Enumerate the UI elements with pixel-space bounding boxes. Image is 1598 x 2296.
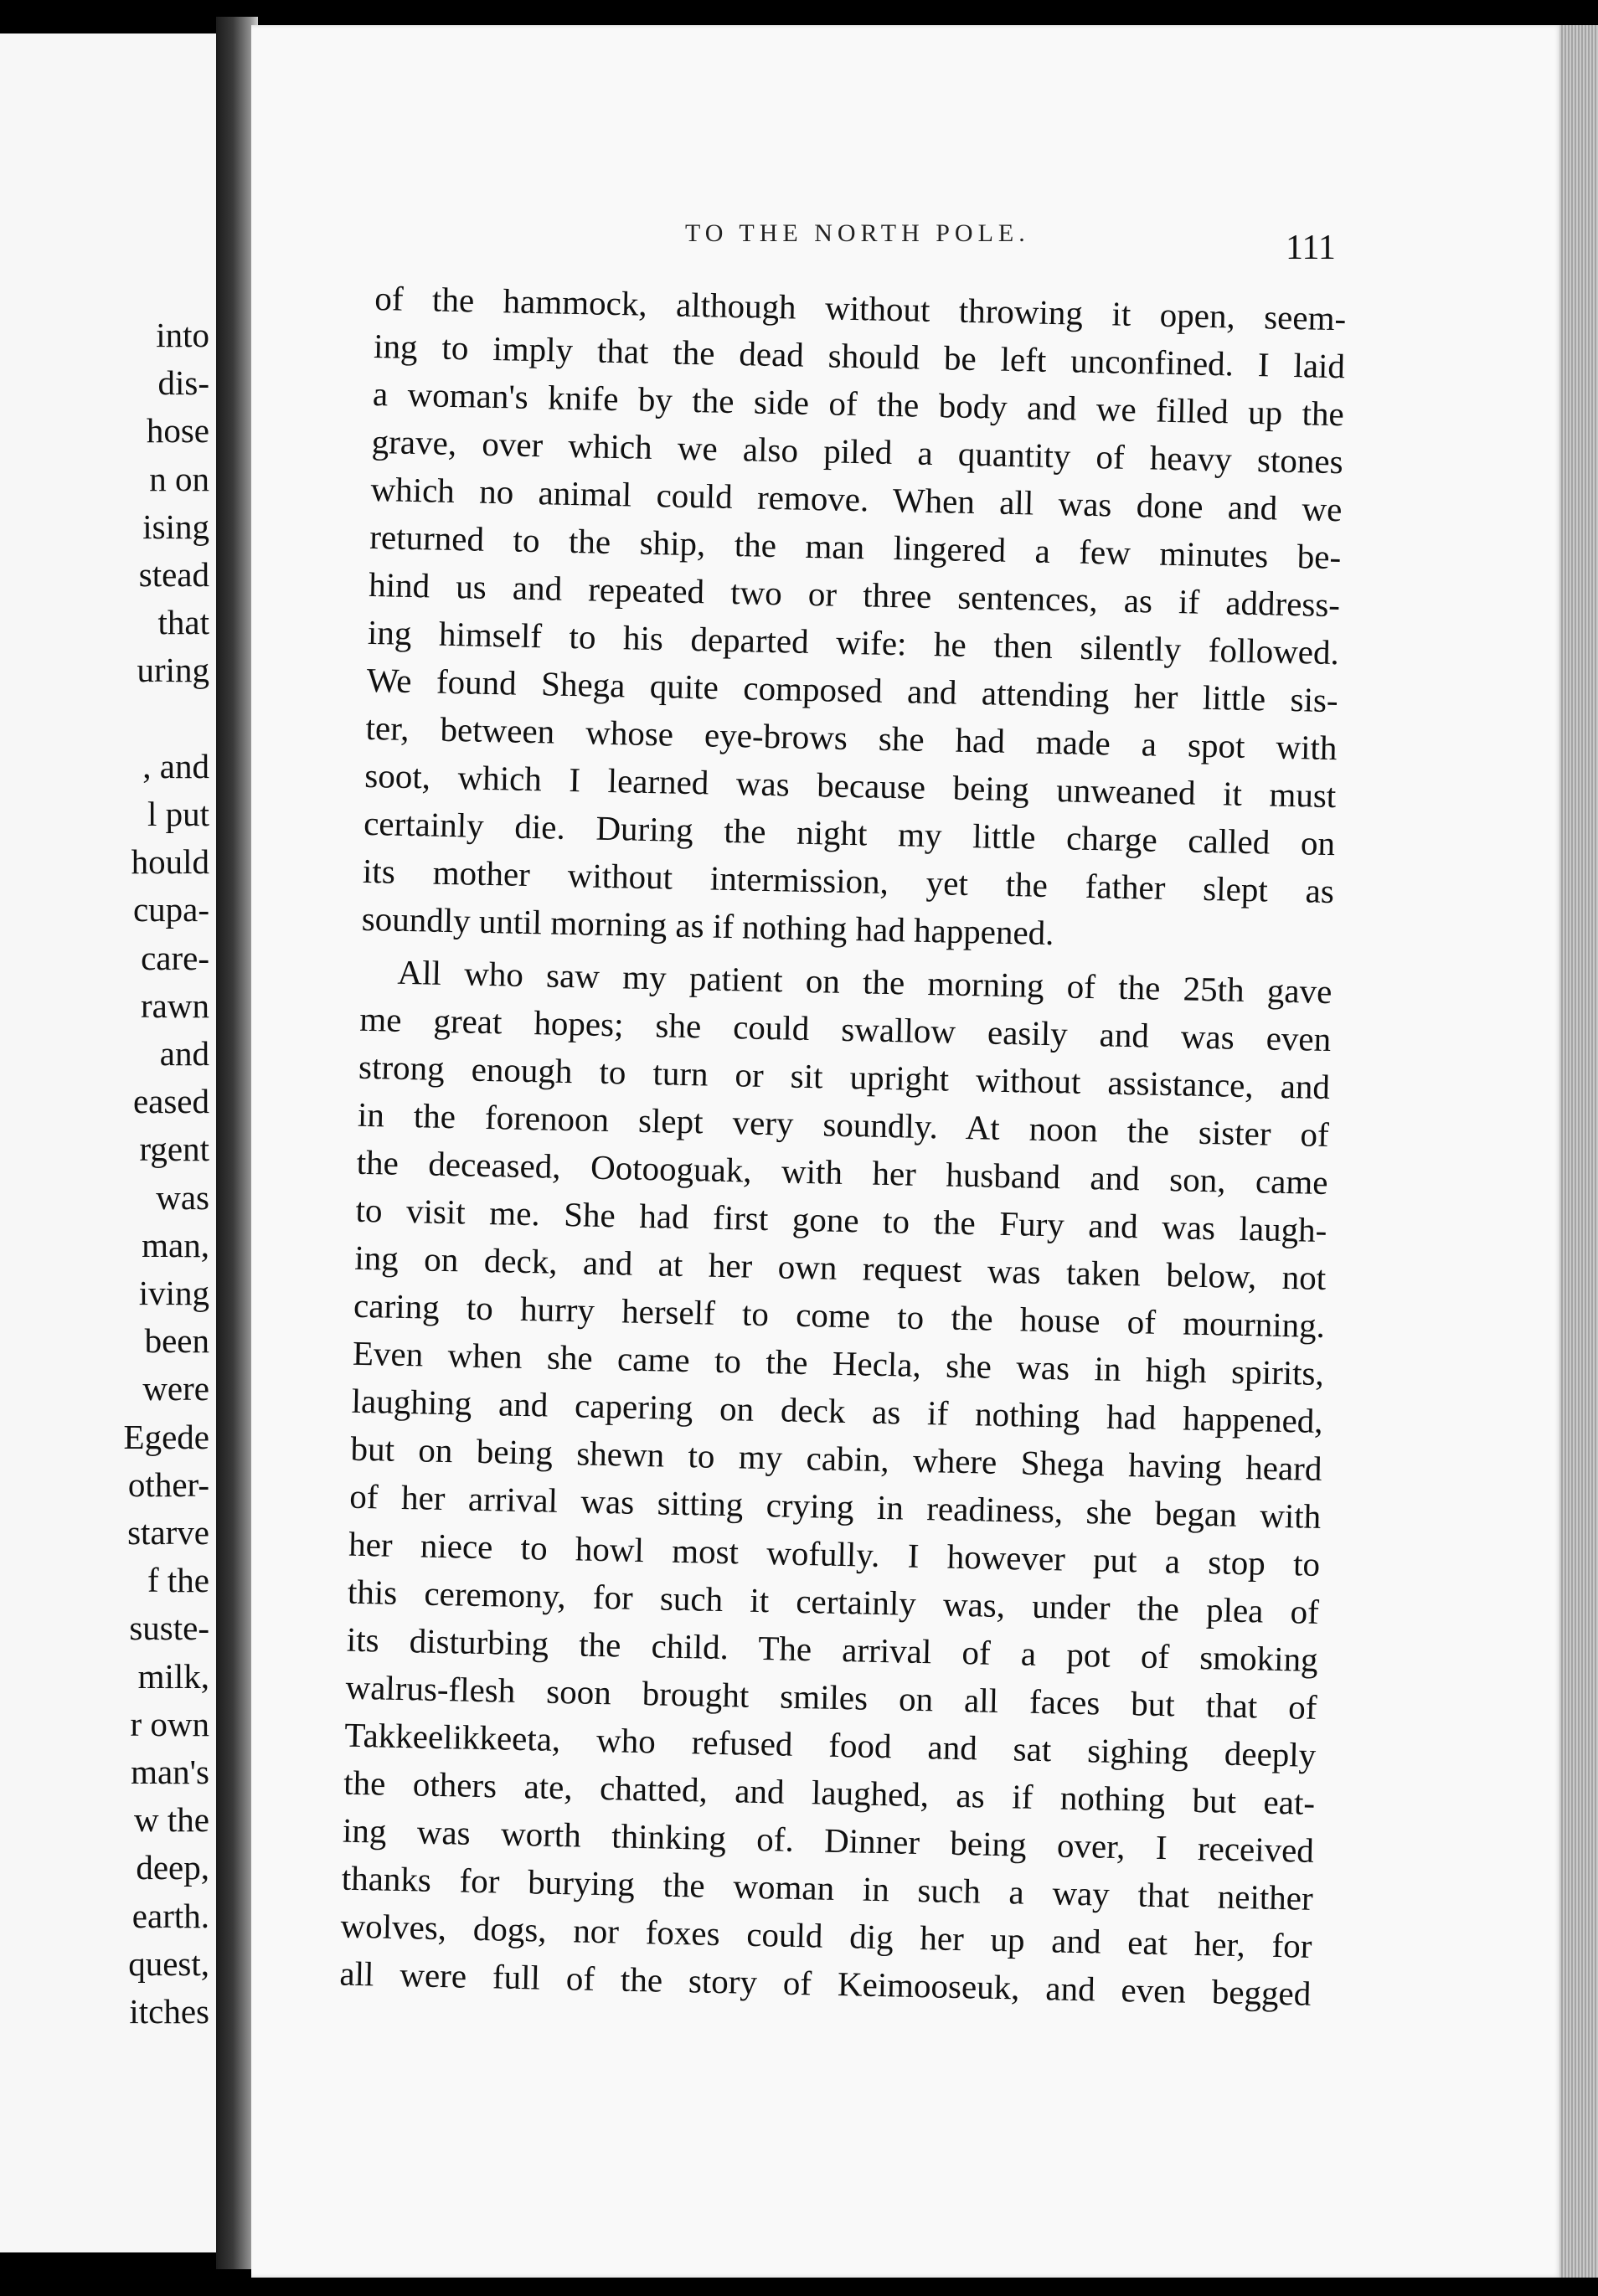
left-page-line: hose <box>146 411 209 450</box>
text-line: We found Shega quite composed and attending her little sis- <box>366 660 1339 720</box>
left-page-line: and <box>159 1034 209 1073</box>
text-line: its mother without intermission, yet the father slept as <box>362 851 1335 911</box>
left-page-line: , and <box>142 746 209 785</box>
left-page-line: w the <box>134 1800 209 1840</box>
text-line: hind us and repeated two or three sentences, as if address- <box>368 564 1341 625</box>
text-line: walrus-flesh soon brought smiles on all faces but that of <box>345 1667 1317 1727</box>
text-line: this ceremony, for such it certainly was, under the plea of <box>347 1572 1320 1631</box>
left-page-line: iving <box>138 1274 209 1312</box>
paragraph <box>361 275 1346 963</box>
left-page-line: rgent <box>139 1130 209 1169</box>
left-page-line: been <box>144 1321 209 1361</box>
text-line: to visit me. She had first gone to the Fury and was laugh- <box>355 1190 1327 1250</box>
left-page-line: suste- <box>129 1609 209 1648</box>
left-page-line: into <box>156 316 209 354</box>
text-line: of the hammock, although without throwing it open, seem- <box>374 278 1347 338</box>
left-page-line: cupa- <box>132 890 209 929</box>
text-line: All who saw my patient on the morning of the 25th gave <box>397 952 1333 1012</box>
text-line: thanks for burying the woman in such a way that neither <box>341 1858 1314 1918</box>
left-page-line: were <box>142 1369 209 1408</box>
text-line: in the forenoon slept very soundly. At noon the sister of <box>357 1094 1330 1155</box>
text-line: which no animal could remove. When all was done and we <box>370 469 1343 529</box>
text-line: ing to imply that the dead should be left unconfined. I laid <box>373 326 1346 386</box>
left-page-line: l put <box>147 795 209 833</box>
running-head: TO THE NORTH POLE. <box>685 219 1030 247</box>
page-edge-stack <box>1559 25 1598 2278</box>
text-line: the others ate, chatted, and laughed, as if nothing but eat- <box>343 1763 1316 1822</box>
text-line: laughing and capering on deck as if nothing had happened, <box>351 1381 1324 1440</box>
left-page-line: rawn <box>141 986 209 1025</box>
text-line: soot, which I learned was because being unweaned it must <box>363 755 1337 816</box>
text-line: ter, between whose eye-brows she had made a spot with <box>365 708 1338 768</box>
paragraph <box>339 948 1333 2018</box>
left-page-line: man, <box>142 1225 209 1264</box>
left-page-line: uring <box>137 651 209 690</box>
left-page-line: deep, <box>136 1848 209 1887</box>
text-line: returned to the ship, the man lingered a few minutes be- <box>369 517 1342 577</box>
text-line: a woman's knife by the side of the body and we filled up the <box>372 373 1345 434</box>
text-line: grave, over which we also piled a quantity of heavy stones <box>371 421 1344 481</box>
text-line: ing was worth thinking of. Dinner being over, I received <box>342 1810 1315 1870</box>
body-text <box>339 275 1347 2018</box>
left-page-line: that <box>157 603 209 642</box>
left-page-line: starve <box>127 1513 209 1552</box>
previous-page-fragment <box>0 33 216 2252</box>
text-line: me great hopes; she could swallow easily and was even <box>358 999 1332 1059</box>
left-page-line: ising <box>142 507 209 546</box>
text-line: Takkeelikkeeta, who refused food and sat sighing deeply <box>343 1715 1317 1774</box>
text-line: the deceased, Ootooguak, with her husband and son, came <box>356 1142 1329 1202</box>
left-page-line: r own <box>130 1704 209 1743</box>
text-line: Even when she came to the Hecla, she was in high spirits, <box>352 1333 1325 1393</box>
text-line: wolves, dogs, nor foxes could dig her up and eat her, for <box>340 1906 1312 1965</box>
text-line: its disturbing the child. The arrival of a pot of smoking <box>346 1619 1319 1679</box>
text-line: her niece to howl most wofully. I however put a stop to <box>348 1524 1321 1583</box>
text-line: ing on deck, and at her own request was taken below, not <box>353 1238 1327 1298</box>
left-page-line: care- <box>141 938 209 977</box>
left-page-line: man's <box>131 1753 209 1791</box>
left-page-line: quest, <box>128 1943 209 1983</box>
text-line: of her arrival was sitting crying in readiness, she began with <box>348 1476 1322 1536</box>
left-page-line: Egede <box>123 1417 209 1456</box>
left-page-line: milk, <box>137 1656 209 1696</box>
text-line: ing himself to his departed wife: he then silently followed. <box>367 612 1340 672</box>
left-page-line: hould <box>131 842 209 882</box>
text-line: all were full of the story of Keimooseuk, and even begged <box>339 1954 1312 2013</box>
left-page-line: was <box>156 1177 209 1217</box>
left-page-line: n on <box>149 459 209 498</box>
left-page-line: dis- <box>157 363 209 403</box>
text-line: caring to hurry herself to come to the house of mourning. <box>353 1285 1326 1346</box>
left-page-line: f the <box>147 1561 209 1600</box>
page-number: 111 <box>1286 229 1336 267</box>
left-page-line: eased <box>132 1082 209 1121</box>
left-page-line: itches <box>129 1992 209 2031</box>
left-page-line: earth. <box>131 1896 209 1935</box>
text-line: strong enough to turn or sit upright without assistance, and <box>358 1047 1331 1107</box>
text-line: certainly die. During the night my little charge called on <box>363 803 1336 863</box>
text-line: soundly until morning as if nothing had happened. <box>361 898 1054 953</box>
left-page-line: stead <box>138 555 209 594</box>
left-page-line: other- <box>127 1465 209 1504</box>
text-line: but on being shewn to my cabin, where Shega having heard <box>350 1429 1322 1488</box>
